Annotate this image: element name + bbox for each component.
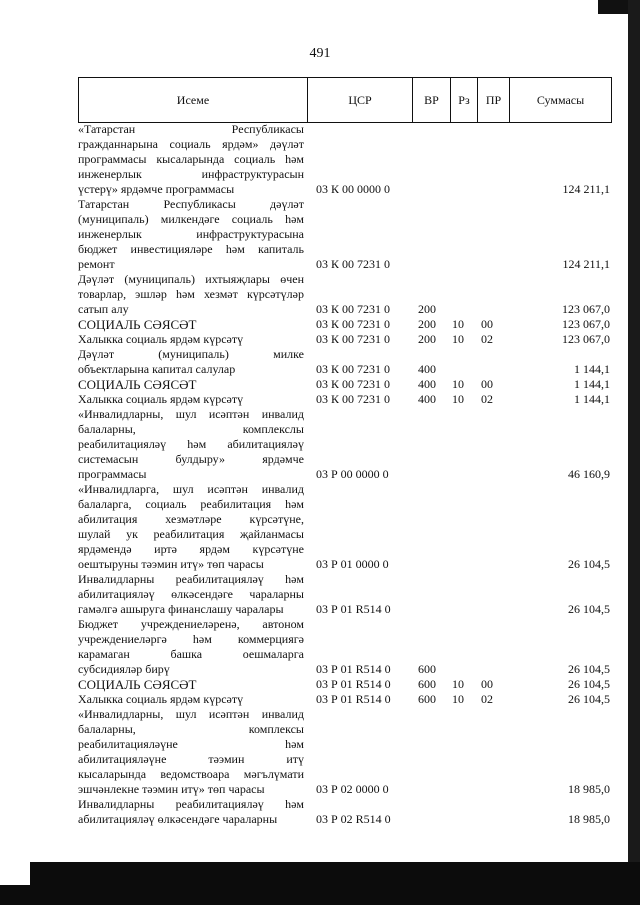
row-name-line: инженерлык инфраструктурасын [78, 167, 304, 181]
row-name [78, 677, 304, 692]
row-vr: 200 [418, 332, 436, 346]
row-name-line: «Инвалидларны, шул исәптән инвалид [78, 407, 304, 421]
table-row [78, 377, 618, 392]
row-name-line: шулай ук реабилитация җайланмасы [78, 527, 304, 541]
row-csr: 03 Р 01 R514 0 [316, 677, 391, 691]
row-csr: 03 К 00 7231 0 [316, 377, 391, 391]
row-name [78, 707, 304, 797]
row-vr: 200 [418, 302, 436, 316]
table-row [78, 317, 618, 332]
table-row [78, 482, 618, 572]
row-name-line: карамаган башка оешмаларга [78, 647, 304, 661]
row-pr: 00 [481, 377, 493, 391]
row-rz: 10 [452, 332, 464, 346]
row-name-line: бюджет инвестицияләре һәм капиталь [78, 242, 304, 256]
row-name-line: «Инвалидларны, шул исәптән инвалид [78, 707, 304, 721]
row-csr: 03 Р 01 0000 0 [316, 557, 389, 571]
row-rz: 10 [452, 677, 464, 691]
header-sum: Суммасы [536, 93, 585, 107]
row-sum: 123 067,0 [562, 317, 610, 331]
row-name [78, 347, 304, 377]
row-name-line: эшчәнлекне тәэмин итү» төп чарасы [78, 782, 265, 796]
table-row [78, 707, 618, 797]
header-pr: ПР [478, 78, 510, 122]
row-rz: 10 [452, 392, 464, 406]
row-sum: 18 985,0 [568, 782, 610, 796]
row-csr: 03 Р 01 R514 0 [316, 662, 391, 676]
row-name-line: абилитацияләүне тәэмин итү [78, 752, 304, 766]
table-row [78, 677, 618, 692]
scan-edge-bottom [30, 862, 640, 905]
row-name-line: гражданнарына социаль ярдәм» дәүләт [78, 137, 304, 151]
row-name-line: Халыкка социаль ярдәм күрсәтү [78, 392, 244, 406]
row-name-line: СОЦИАЛЬ СӘЯСӘТ [78, 377, 197, 392]
row-name-line: балаларны, комплексы [78, 722, 304, 736]
table-row [78, 572, 618, 617]
row-sum: 1 144,1 [574, 362, 610, 376]
row-name-line: реабилитацияләүне һәм [78, 737, 304, 751]
row-name-line: оештыруны тәэмин итү» төп чарасы [78, 557, 264, 571]
row-name-line: инженерлык инфраструктурасына [78, 227, 304, 241]
row-csr: 03 К 00 0000 0 [316, 182, 391, 196]
row-name [78, 392, 304, 407]
table-row [78, 332, 618, 347]
row-name [78, 377, 304, 392]
table-header [78, 77, 612, 123]
row-name-line: гамәлгә ашыруга финанслашу чаралары [78, 602, 284, 616]
row-vr: 200 [418, 317, 436, 331]
row-name [78, 317, 304, 332]
row-vr: 600 [418, 662, 436, 676]
row-name-line: балаларны, комплекслы [78, 422, 304, 436]
row-sum: 26 104,5 [568, 557, 610, 571]
table-row [78, 272, 618, 317]
row-csr: 03 К 00 7231 0 [316, 362, 391, 376]
row-name-line: системасын булдыру» ярдәмче [78, 452, 304, 466]
row-vr: 600 [418, 677, 436, 691]
row-sum: 124 211,1 [562, 257, 610, 271]
row-pr: 00 [481, 677, 493, 691]
row-sum: 1 144,1 [574, 392, 610, 406]
row-vr: 400 [418, 377, 436, 391]
row-name-line: үстерү» ярдәмче программасы [78, 182, 235, 196]
row-name-line: Татарстан Республикасы дәүләт [78, 197, 304, 211]
row-name-line: кысаларында ведомствоара мәгълүмати [78, 767, 304, 781]
row-sum: 123 067,0 [562, 302, 610, 316]
row-sum: 123 067,0 [562, 332, 610, 346]
row-csr: 03 К 00 7231 0 [316, 392, 391, 406]
row-sum: 26 104,5 [568, 677, 610, 691]
scan-edge-bottom-left [0, 885, 40, 905]
row-name-line: сатып алу [78, 302, 129, 316]
row-sum: 18 985,0 [568, 812, 610, 826]
row-name-line: (муниципаль) милкендәге социаль һәм [78, 212, 304, 226]
row-name-line: «Татарстан Республикасы [78, 122, 304, 136]
row-name-line: Дәүләт (муниципаль) ихтыяҗлары өчен [78, 272, 304, 286]
table-row [78, 197, 618, 272]
row-sum: 46 160,9 [568, 467, 610, 481]
row-sum: 26 104,5 [568, 662, 610, 676]
row-csr: 03 К 00 7231 0 [316, 317, 391, 331]
row-pr: 02 [481, 692, 493, 706]
row-name [78, 197, 304, 272]
row-csr: 03 К 00 7231 0 [316, 257, 391, 271]
row-pr: 02 [481, 392, 493, 406]
row-name-line: ремонт [78, 257, 115, 271]
row-vr: 400 [418, 362, 436, 376]
row-name-line: Инвалидларны реабилитацияләү һәм [78, 572, 304, 586]
scan-edge-right [628, 0, 640, 905]
row-name-line: абилитацияләү өлкәсендәге чараларны [78, 812, 278, 826]
table-row [78, 617, 618, 677]
row-name-line: Бюджет учреждениеләренә, автоном [78, 617, 304, 631]
row-name-line: абилитация хезмәтләре күрсәтүне, [78, 512, 304, 526]
row-csr: 03 Р 01 R514 0 [316, 602, 391, 616]
row-name [78, 407, 304, 482]
page-number: 491 [309, 46, 331, 61]
table-row [78, 122, 618, 197]
row-csr: 03 К 00 7231 0 [316, 302, 391, 316]
row-name-line: программасы кысаларында социаль һәм [78, 152, 304, 166]
row-name [78, 572, 304, 617]
row-name-line: программасы [78, 467, 147, 481]
row-sum: 26 104,5 [568, 602, 610, 616]
row-name-line: «Инвалидларга, шул исәптән инвалид [78, 482, 304, 496]
row-rz: 10 [452, 377, 464, 391]
row-name [78, 617, 304, 677]
row-csr: 03 Р 02 R514 0 [316, 812, 391, 826]
row-rz: 10 [452, 317, 464, 331]
row-vr: 400 [418, 392, 436, 406]
row-name-line: реабилитацияләү һәм абилитацияләү [78, 437, 304, 451]
row-name-line: СОЦИАЛЬ СӘЯСӘТ [78, 317, 197, 332]
row-name-line: товарлар, эшләр һәм хезмәт күрсәтүләр [78, 287, 304, 301]
row-name-line: Халыкка социаль ярдәм күрсәтү [78, 332, 244, 346]
table-row [78, 797, 618, 827]
table-row [78, 392, 618, 407]
row-pr: 00 [481, 317, 493, 331]
header-name: Исеме [79, 78, 308, 122]
row-name-line: объектларына капитал салулар [78, 362, 236, 376]
row-name-line: Дәүләт (муниципаль) милке [78, 347, 304, 361]
row-name-line: Инвалидларны реабилитацияләү һәм [78, 797, 304, 811]
row-csr: 03 Р 00 0000 0 [316, 467, 389, 481]
row-name [78, 797, 304, 827]
row-sum: 1 144,1 [574, 377, 610, 391]
header-rz: Рз [451, 78, 478, 122]
header-vr: ВР [413, 78, 451, 122]
row-name [78, 272, 304, 317]
row-rz: 10 [452, 692, 464, 706]
row-name [78, 122, 304, 197]
header-csr: ЦСР [308, 78, 413, 122]
row-csr: 03 Р 02 0000 0 [316, 782, 389, 796]
row-name [78, 692, 304, 707]
row-name-line: абилитацияләү өлкәсендәге чараларны [78, 587, 304, 601]
row-csr: 03 К 00 7231 0 [316, 332, 391, 346]
row-sum: 124 211,1 [562, 182, 610, 196]
row-name-line: субсидияләр бирү [78, 662, 170, 676]
table-row [78, 347, 618, 377]
row-name-line: ярдәмендә иртә ярдәм күрсәтүне [78, 542, 304, 556]
row-vr: 600 [418, 692, 436, 706]
table-row [78, 692, 618, 707]
row-name-line: СОЦИАЛЬ СӘЯСӘТ [78, 677, 197, 692]
row-csr: 03 Р 01 R514 0 [316, 692, 391, 706]
row-name-line: учреждениеләргә һәм коммерциягә [78, 632, 304, 646]
row-pr: 02 [481, 332, 493, 346]
row-name-line: балаларга, социаль реабилитация һәм [78, 497, 304, 511]
row-name [78, 482, 304, 572]
row-name [78, 332, 304, 347]
table-row [78, 407, 618, 482]
row-sum: 26 104,5 [568, 692, 610, 706]
row-name-line: Халыкка социаль ярдәм күрсәтү [78, 692, 244, 706]
